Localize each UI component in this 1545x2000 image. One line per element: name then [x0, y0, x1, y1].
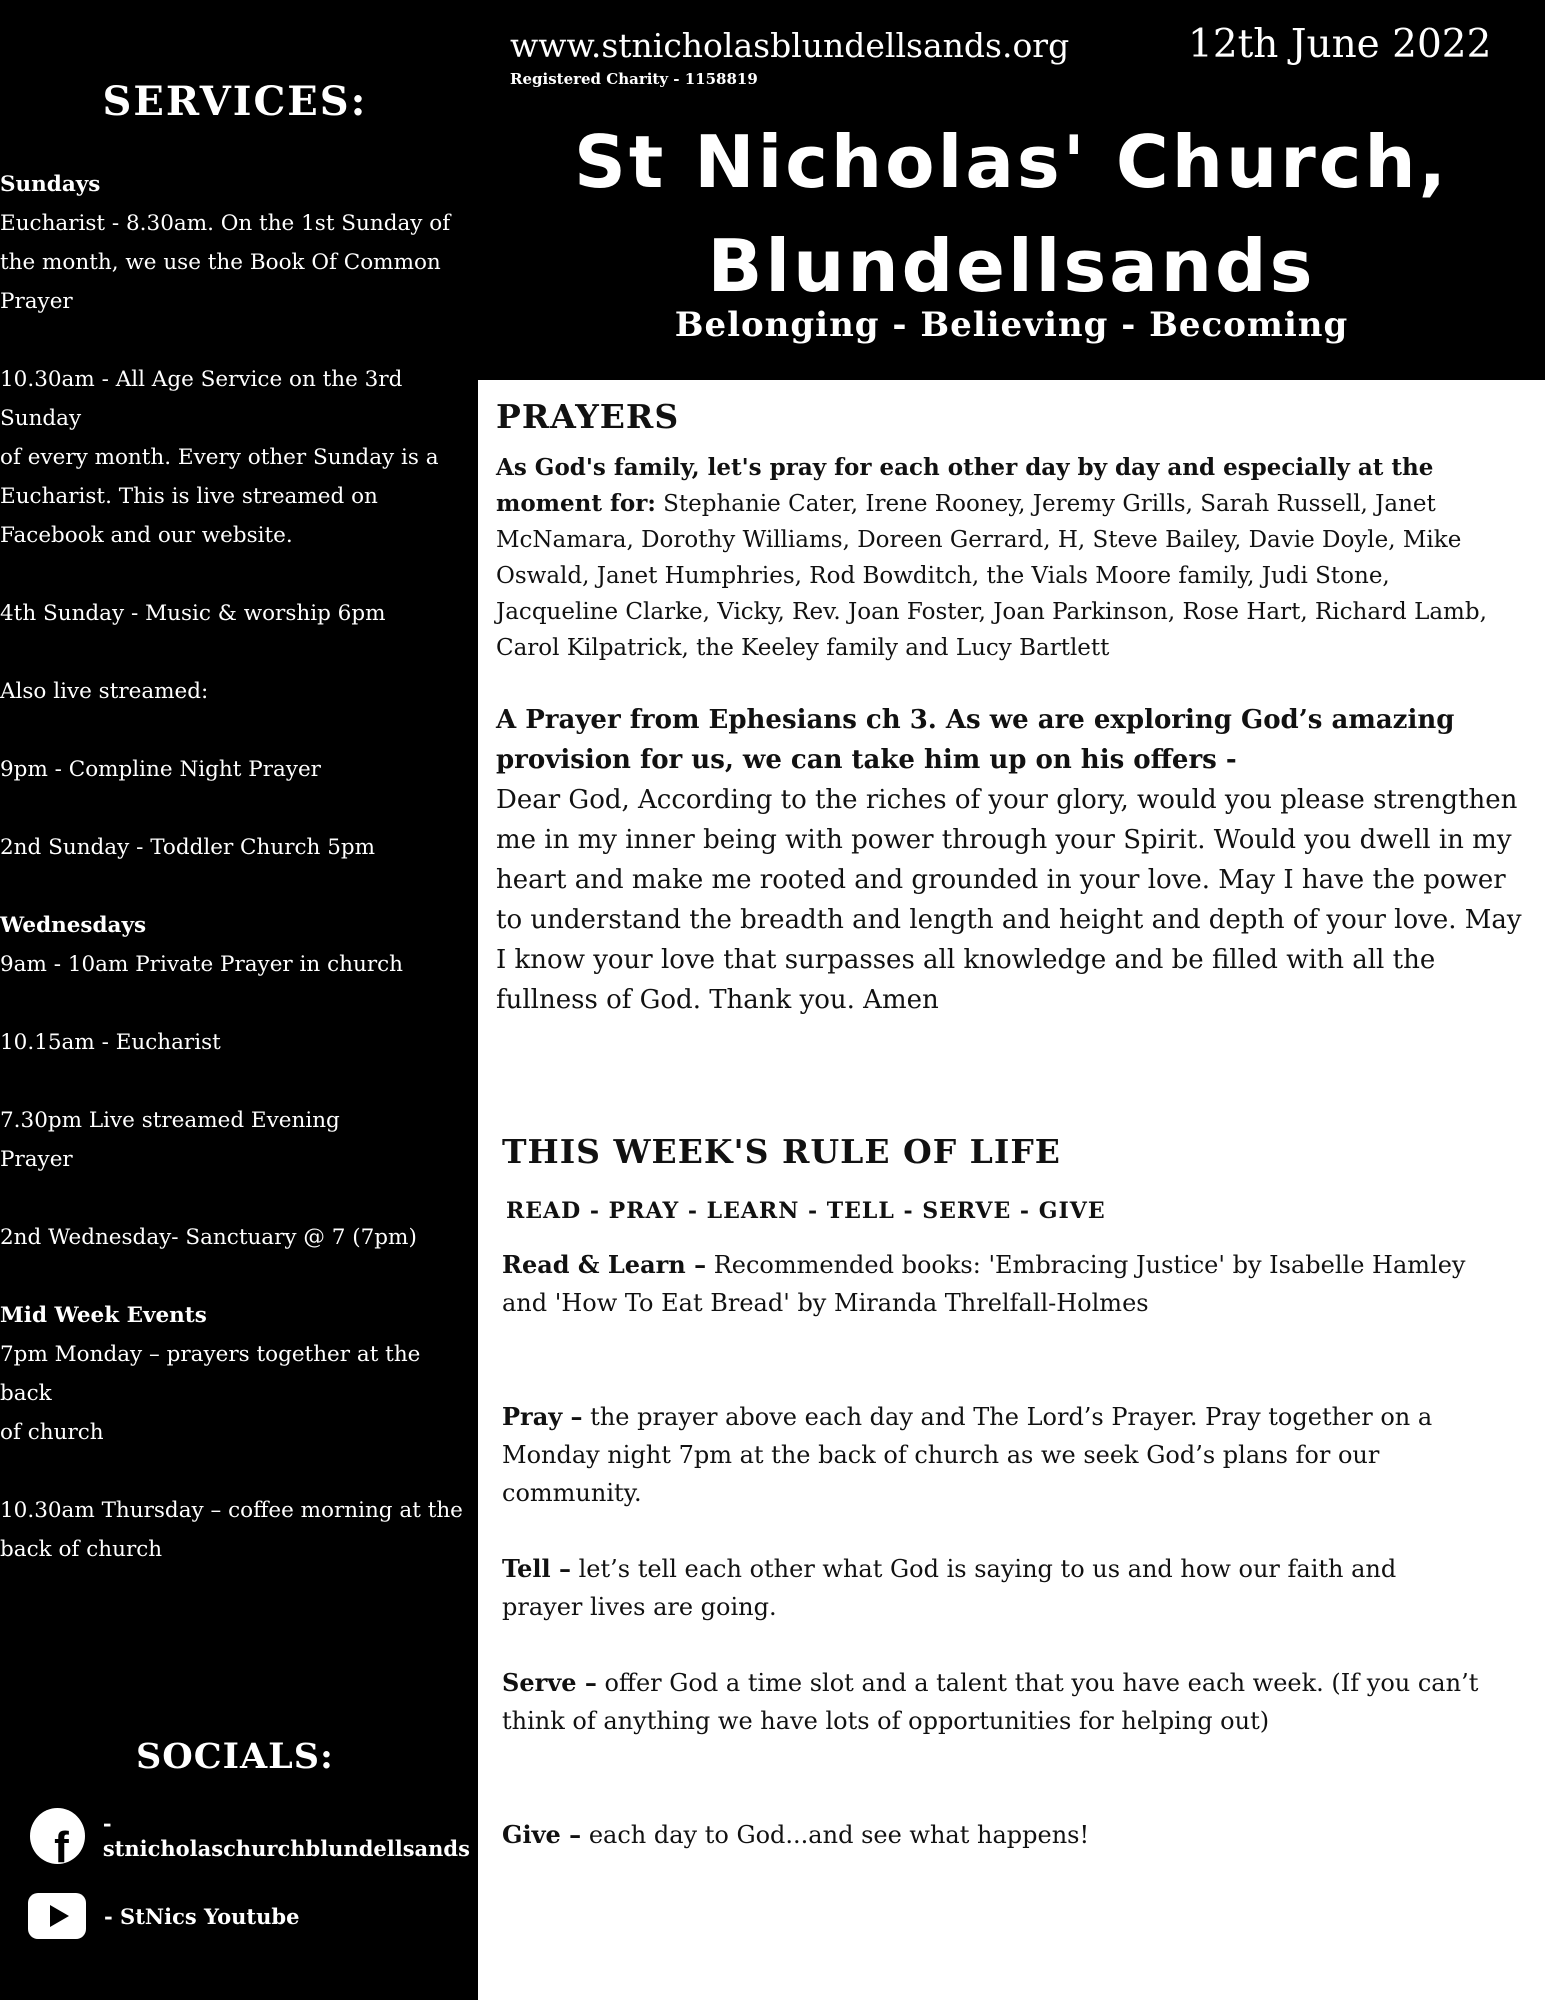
prayer-list: [496, 450, 1516, 666]
service-line: 2nd Wednesday- Sanctuary @ 7 (7pm): [0, 1225, 417, 1250]
youtube-icon[interactable]: [28, 1893, 86, 1939]
service-line: Eucharist. This is live streamed on: [0, 484, 378, 509]
rule-give: [502, 1816, 1482, 1854]
title-line-2: Blundellsands: [707, 224, 1316, 308]
service-line: Prayer: [0, 289, 73, 314]
facebook-link[interactable]: [30, 1808, 478, 1864]
rule-text: let’s tell each other what God is saying to us and how our faith and prayer lives are going.: [502, 1555, 1397, 1621]
rule-label: Read & Learn –: [502, 1250, 707, 1279]
youtube-link[interactable]: [28, 1893, 299, 1939]
service-line: 9am - 10am Private Prayer in church: [0, 952, 403, 977]
wednesdays-heading: Wednesdays: [0, 913, 147, 938]
rule-text: each day to God...and see what happens!: [581, 1821, 1090, 1849]
rule-label: Give –: [502, 1820, 582, 1849]
service-line: 10.30am Thursday – coffee morning at the: [0, 1498, 463, 1523]
service-line: 2nd Sunday - Toddler Church 5pm: [0, 835, 376, 860]
tagline: Belonging - Believing - Becoming: [674, 305, 1349, 345]
service-line: the month, we use the Book Of Common: [0, 250, 441, 275]
services-list: [0, 165, 478, 1569]
prayer-intro: As God's family, let's pray for each other day by day and especially at the moment for:: [496, 454, 1434, 517]
rule-pray: [502, 1398, 1482, 1512]
services-sidebar: [0, 0, 478, 2000]
service-line: back of church: [0, 1537, 163, 1562]
rule-text: offer God a time slot and a talent that you have each week. (If you can’t think of anything we have lots of opportunities for helping out): [502, 1669, 1479, 1735]
facebook-icon[interactable]: f: [30, 1808, 85, 1864]
main-content: [478, 380, 1545, 2000]
prayer-names: Stephanie Cater, Irene Rooney, Jeremy Grills, Sarah Russell, Janet McNamara, Dorothy Williams, Doreen Gerrard, H, Steve Bailey, Davie Doyle, Mike Oswald, Janet Humphries, Rod Bowditch, the Vials Moore family, Judi Stone, Jacqueline Clarke, Vicky, Rev. Joan Foster, Joan Parkinson, Rose Hart, Richard Lamb, Carol Kilpatrick, the Keeley family and Lucy Bartlett: [496, 491, 1487, 661]
socials-title: SOCIALS:: [136, 1736, 334, 1777]
service-line: 10.15am - Eucharist: [0, 1030, 221, 1055]
service-line: 10.30am - All Age Service on the 3rd Sunday: [0, 367, 403, 431]
services-title: SERVICES:: [102, 78, 368, 125]
rule-label: Serve –: [502, 1668, 597, 1697]
service-line: 9pm - Compline Night Prayer: [0, 757, 321, 782]
rule-serve: [502, 1664, 1482, 1740]
rule-label: Pray –: [502, 1402, 583, 1431]
service-line: of church: [0, 1420, 104, 1445]
charity-number: Registered Charity - 1158819: [510, 70, 758, 88]
service-line: 4th Sunday - Music & worship 6pm: [0, 601, 386, 626]
issue-date: 12th June 2022: [1188, 22, 1492, 67]
rule-text: the prayer above each day and The Lord’s Prayer. Pray together on a Monday night 7pm at the back of church as we seek God’s plans for our community.: [502, 1403, 1433, 1507]
rule-of-life-subtitle: READ - PRAY - LEARN - TELL - SERVE - GIVE: [506, 1198, 1106, 1224]
service-line: Prayer: [0, 1147, 73, 1172]
header: [478, 0, 1545, 380]
rule-of-life-title: THIS WEEK'S RULE OF LIFE: [502, 1132, 1061, 1171]
service-line: Facebook and our website.: [0, 523, 293, 548]
service-line: Also live streamed:: [0, 679, 209, 704]
sundays-heading: Sundays: [0, 172, 101, 197]
rule-tell: [502, 1550, 1482, 1626]
ephesians-heading: A Prayer from Ephesians ch 3. As we are exploring God’s amazing provision for us, we can take him up on his offers -: [496, 705, 1455, 775]
prayers-title: PRAYERS: [496, 397, 680, 436]
website-link[interactable]: www.stnicholasblundellsands.org: [510, 26, 1070, 65]
service-line: 7.30pm Live streamed Evening: [0, 1108, 340, 1133]
church-title: [478, 110, 1545, 318]
ephesians-prayer: [496, 700, 1526, 1020]
rule-text: Recommended books: 'Embracing Justice' by Isabelle Hamley and 'How To Eat Bread' by Miranda Threlfall-Holmes: [502, 1251, 1466, 1317]
service-line: 7pm Monday – prayers together at the back: [0, 1342, 421, 1406]
midweek-heading: Mid Week Events: [0, 1303, 207, 1328]
rule-label: Tell –: [502, 1554, 571, 1583]
service-line: Eucharist - 8.30am. On the 1st Sunday of: [0, 211, 451, 236]
facebook-handle: - stnicholaschurchblundellsands: [102, 1811, 470, 1861]
title-line-1: St Nicholas' Church,: [573, 120, 1450, 204]
ephesians-text: Dear God, According to the riches of your glory, would you please strengthen me in my inner being with power through your Spirit. Would you dwell in my heart and make me rooted and grounded in your love. May I have the power to understand the breadth and length and height and depth of your love. May I know your love that surpasses all knowledge and be filled with all the fullness of God. Thank you. Amen: [496, 785, 1522, 1015]
youtube-handle: - StNics Youtube: [104, 1903, 300, 1929]
rule-read-learn: [502, 1246, 1482, 1322]
service-line: of every month. Every other Sunday is a: [0, 445, 439, 470]
